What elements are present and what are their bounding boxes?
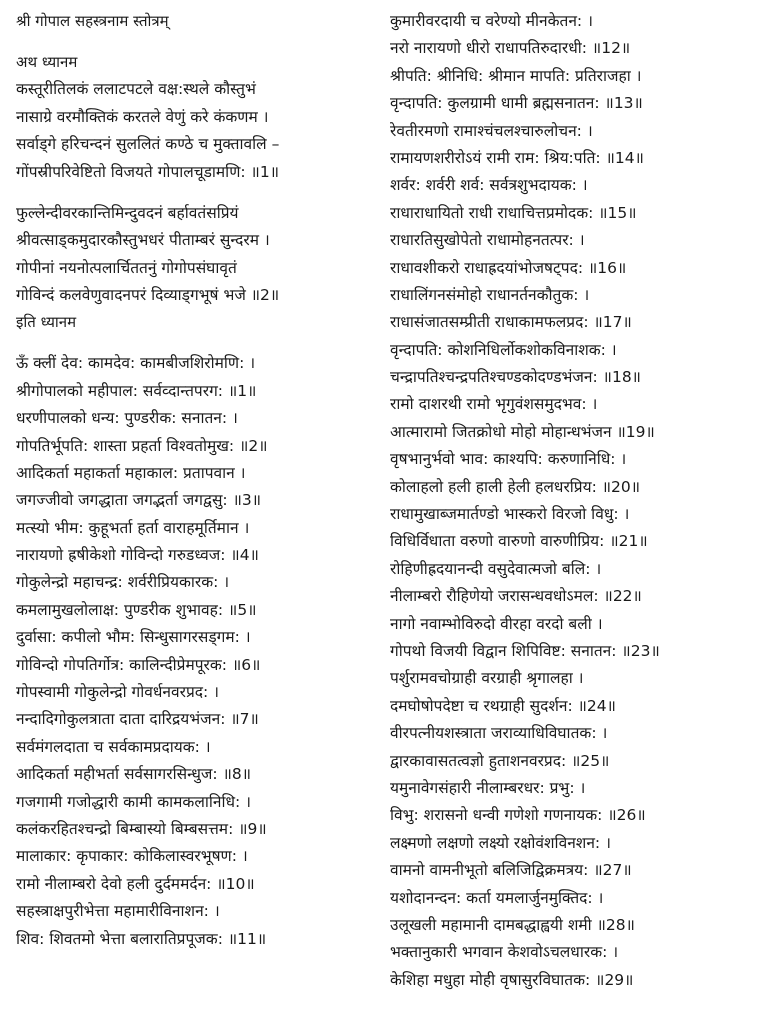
stotra-line: नन्दादिगोकुलत्राता दाता दारिद्रयभंजन: ॥7॥ bbox=[16, 710, 259, 729]
stotra-line: दमघोषोपदेष्टा च रथग्राही सुदर्शन: ॥24॥ bbox=[390, 696, 616, 715]
stotra-line: विधिर्विधाता वरुणो वारुणो वारुणीप्रिय: ॥21॥ bbox=[390, 532, 648, 551]
stotra-line: नीलाम्बरो रौहिणेयो जरासन्धवधोऽमल: ॥22॥ bbox=[390, 587, 642, 606]
stotra-title: श्री गोपाल सहस्त्रनाम स्तोत्रम् bbox=[16, 12, 169, 30]
stotra-line: उलूखली महामानी दामबद्धाह्वयी शमी ॥28॥ bbox=[390, 915, 635, 934]
stotra-line: नारायणो ह्रषीकेशो गोविन्दो गरुडध्वज: ॥4॥ bbox=[16, 546, 259, 565]
stotra-line: रामायणशरीरोऽयं रामी राम: श्रिय:पति: ॥14॥ bbox=[390, 148, 644, 167]
stotra-line: रेवतीरमणो रामाश्चंचलश्चारुलोचन: । bbox=[390, 121, 593, 140]
verse-line: कस्तूरीतिलकं ललाटपटले वक्ष:स्थले कौस्तुभं bbox=[16, 80, 256, 99]
dhyanam-verse-2 bbox=[16, 200, 372, 310]
verse-line: श्रीवत्साड्कमुदारकौस्तुभधरं पीताम्बरं सुन्दरम । bbox=[16, 231, 270, 250]
stotra-line: यमुनावेगसंहारी नीलाम्बरधर: प्रभु: । bbox=[390, 778, 586, 797]
stotra-line: श्रीपति: श्रीनिधि: श्रीमान मापति: प्रतिराजहा । bbox=[390, 66, 642, 85]
dhyanam-heading: अथ ध्यानम bbox=[16, 53, 78, 72]
verse-line: सर्वाड्गे हरिचन्दनं सुललितं कण्ठे च मुक्तावलि – bbox=[16, 135, 280, 154]
stotra-line: गोपथो विजयी विद्वान शिपिविष्ट: सनातन: ॥23॥ bbox=[390, 641, 660, 660]
stotra-line: वृषभानुर्भवो भाव: काश्यपि: करुणानिधि: । bbox=[390, 450, 627, 469]
stotra-line: विभु: शरासनो धन्वी गणेशो गणनायक: ॥26॥ bbox=[390, 806, 646, 825]
verse-line: गोंपस्रीपरिवेष्टितो विजयते गोपालचूडामणि: ॥1॥ bbox=[16, 162, 279, 181]
stotra-line: रामो दाशरथी रामो भृगुवंशसमुदभव: । bbox=[390, 395, 598, 414]
stotra-line: ऊँ क्लीं देव: कामदेव: कामबीजशिरोमणि: । bbox=[16, 354, 256, 373]
dhyanam-verse-1 bbox=[16, 76, 372, 186]
stotra-line: मालाकार: कृपाकार: कोकिलास्वरभूषण: । bbox=[16, 847, 248, 866]
stotra-line: गजगामी गजोद्धारी कामी कामकलानिधि: । bbox=[16, 792, 252, 811]
stotra-line: धरणीपालको धन्य: पुण्डरीक: सनातन: । bbox=[16, 409, 238, 428]
stotra-line: राधालिंगनसंमोहो राधानर्तनकौतुक: । bbox=[390, 285, 590, 304]
stotra-line: केशिहा मधुहा मोही वृषासुरविघातक: ॥29॥ bbox=[390, 970, 634, 989]
stotra-line: द्वारकावासतत्वज्ञो हुताशनवरप्रद: ॥25॥ bbox=[390, 751, 610, 770]
right-column bbox=[390, 8, 762, 994]
stotra-line: राधावशीकरो राधाह्रदयांभोजषट्पद: ॥16॥ bbox=[390, 258, 627, 277]
stotra-line: दुर्वासा: कपीलो भौम: सिन्धुसागरसड्गम: । bbox=[16, 628, 251, 647]
stotra-line: गोविन्दो गोपतिर्गोत्र: कालिन्दीप्रेमपूरक: ॥6॥ bbox=[16, 655, 261, 674]
stotra-line: कमलामुखलोलाक्ष: पुण्डरीक शुभावह: ॥5॥ bbox=[16, 600, 257, 619]
stotra-line: गोकुलेन्द्रो महाचन्द्र: शर्वरीप्रियकारक: । bbox=[16, 573, 230, 592]
stotra-line: शर्वर: शर्वरी शर्व: सर्वत्रशुभदायक: । bbox=[390, 176, 588, 195]
stotra-line: आदिकर्ता महाकर्ता महाकाल: प्रतापवान । bbox=[16, 463, 246, 482]
stotra-line: गोपस्वामी गोकुलेन्द्रो गोवर्धनवरप्रद: । bbox=[16, 683, 220, 702]
stotra-line: राधाराधायितो राधी राधाचित्तप्रमोदक: ॥15॥ bbox=[390, 203, 637, 222]
stotra-line: राधामुखाब्जमार्तण्डो भास्करो विरजो विधु: । bbox=[390, 505, 630, 524]
stotra-line: भक्तानुकारी भगवान केशवोऽचलधारक: । bbox=[390, 943, 619, 962]
stotra-line: लक्ष्मणो लक्षणो लक्ष्यो रक्षोवंशविनशन: । bbox=[390, 833, 611, 852]
stotra-line: वीरपत्नीयशस्त्राता जराव्याधिविघातक: । bbox=[390, 724, 608, 743]
verse-line: फुल्लेन्दीवरकान्तिमिन्दुवदनं बर्हावतंसप्रियं bbox=[16, 203, 239, 222]
iti-dhyanam-heading: इति ध्यानम bbox=[16, 313, 77, 332]
stotra-line: वृन्दापति: कुलग्रामी धामी ब्रह्मसनातन: ॥13॥ bbox=[390, 94, 643, 113]
stotra-line: सर्वमंगलदाता च सर्वकामप्रदायक: । bbox=[16, 737, 211, 756]
stotra-line: राधासंजातसम्प्रीती राधाकामफलप्रद: ॥17॥ bbox=[390, 313, 632, 332]
stotra-line: सहस्त्राक्षपुरीभेत्ता महामारीविनाशन: । bbox=[16, 902, 220, 921]
verse-line: गोविन्दं कलवेणुवादनपरं दिव्याड्गभूषं भजे ॥2॥ bbox=[16, 285, 280, 304]
stotra-line: पर्शुरामवचोग्राही वरग्राही श्रृगालहा । bbox=[390, 669, 584, 688]
stotra-line: कोलाहलो हली हाली हेली हलधरप्रिय: ॥20॥ bbox=[390, 477, 641, 496]
stotra-line: जगज्जीवो जगद्धाता जगद्भर्ता जगद्वसु: ॥3॥ bbox=[16, 491, 262, 510]
stotra-line: आदिकर्ता महीभर्ता सर्वसागरसिन्धुज: ॥8॥ bbox=[16, 765, 252, 784]
stotra-line: रामो नीलाम्बरो देवो हली दुर्दममर्दन: ॥10॥ bbox=[16, 874, 255, 893]
left-column bbox=[16, 8, 372, 953]
verse-line: नासाग्रे वरमौक्तिकं करतले वेणुं करे कंकणम । bbox=[16, 107, 269, 126]
stotra-left-block bbox=[16, 350, 372, 953]
stotra-line: गोपतिर्भूपति: शास्ता प्रहर्ता विश्वतोमुख: ॥2॥ bbox=[16, 436, 268, 455]
stotra-line: रोहिणीह्रदयानन्दी वसुदेवात्मजो बलि: । bbox=[390, 559, 602, 578]
stotra-line: आत्मारामो जितक्रोधो मोहो मोहान्धभंजन ॥19॥ bbox=[390, 422, 655, 441]
stotra-line: कलंकरहितश्चन्द्रो बिम्बास्यो बिम्बसत्तम: ॥9॥ bbox=[16, 820, 267, 838]
stotra-line: मत्स्यो भीम: कुहूभर्ता हर्ता वाराहमूर्तिमान । bbox=[16, 518, 250, 537]
stotra-line: वामनो वामनीभूतो बलिजिद्विक्रमत्रय: ॥27॥ bbox=[390, 861, 632, 880]
stotra-line: राधारतिसुखोपेतो राधामोहनतत्पर: । bbox=[390, 231, 585, 250]
stotra-line: श्रीगोपालको महीपाल: सर्वव्दान्तपरग: ॥1॥ bbox=[16, 381, 257, 400]
stotra-line: वृन्दापति: कोशनिधिर्लोकशोकविनाशक: । bbox=[390, 340, 617, 359]
stotra-line: कुमारीवरदायी च वरेण्यो मीनकेतन: । bbox=[390, 12, 593, 30]
stotra-line: चन्द्रापतिश्चन्द्रपतिश्चण्डकोदण्डभंजन: ॥18॥ bbox=[390, 368, 641, 387]
stotra-line: शिव: शिवतमो भेत्ता बलारातिप्रपूजक: ॥11॥ bbox=[16, 929, 267, 948]
stotra-line: नरो नारायणो धीरो राधापतिरुदारधी: ॥12॥ bbox=[390, 39, 631, 58]
stotra-line: नागो नवाम्भोविरुदो वीरहा वरदो बली । bbox=[390, 614, 603, 633]
verse-line: गोपीनां नयनोत्पलार्चिततनुं गोगोपसंघावृतं bbox=[16, 258, 237, 277]
stotra-line: यशोदानन्दन: कर्ता यमलार्जुनमुक्तिद: । bbox=[390, 888, 604, 907]
